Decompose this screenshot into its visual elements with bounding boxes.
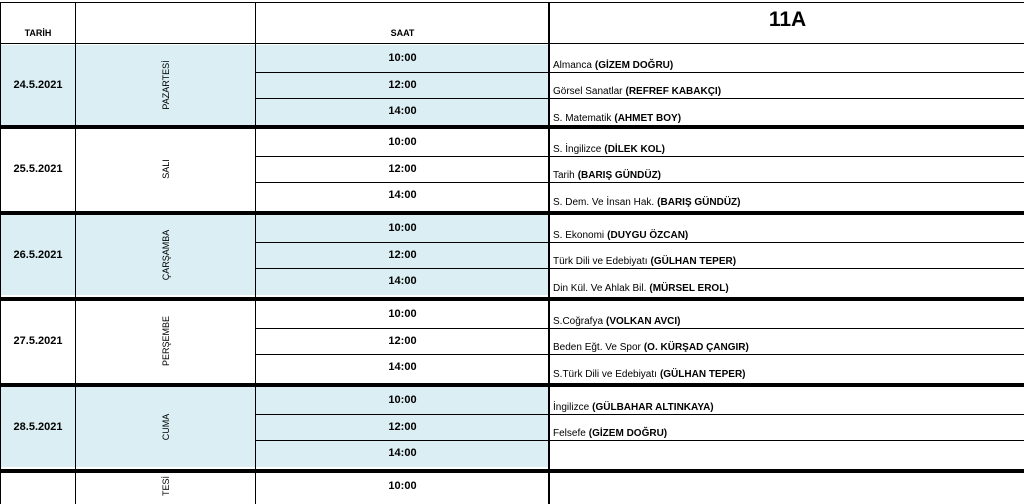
time-slot: 10:00: [388, 52, 417, 65]
slot-divider: [256, 440, 1024, 441]
course-cell: [551, 215, 1024, 242]
course-cell: [551, 45, 1024, 72]
course-name: İngilizce: [553, 401, 590, 413]
time-slot: 12:00: [388, 162, 417, 175]
course-cell: [551, 98, 1024, 125]
course-cell: [551, 473, 1024, 500]
day-name-cell: [76, 387, 256, 467]
slot-divider: [256, 268, 1024, 269]
column-divider: [0, 2, 1, 504]
day-block: [0, 473, 1024, 500]
time-slot: 14:00: [388, 275, 417, 288]
teacher-name: (O. KÜRŞAD ÇANGIR): [643, 342, 749, 353]
course-name: Beden Eğt. Ve Spor: [553, 342, 641, 353]
top-border: [0, 2, 1024, 3]
course-name: Almanca: [553, 59, 592, 71]
time-slot: 14:00: [388, 361, 417, 374]
time-column-header: SAAT: [390, 28, 415, 38]
course-cell: [551, 387, 1024, 414]
course-name: Tarih: [553, 170, 575, 181]
course-cell: [551, 129, 1024, 156]
slot-divider: [256, 242, 1024, 243]
day-block: [0, 129, 1024, 209]
time-slot: 10:00: [388, 308, 417, 321]
time-slot: 12:00: [388, 420, 417, 433]
time-slot: 14:00: [388, 105, 417, 118]
course-name: Türk Dili ve Edebiyatı: [553, 256, 648, 267]
teacher-name: (DİLEK KOL): [604, 143, 665, 155]
day-block: [0, 215, 1024, 295]
time-slot: 14:00: [388, 447, 417, 460]
date-cell: 24.5.2021: [13, 78, 63, 91]
day-block: [0, 387, 1024, 467]
teacher-name: (GÜLBAHAR ALTINKAYA): [592, 401, 714, 413]
teacher-name: (DUYGU ÖZCAN): [607, 229, 689, 241]
column-divider: [548, 2, 550, 504]
teacher-name: (GİZEM DOĞRU): [588, 428, 668, 439]
course-name: Din Kül. Ve Ahlak Bil.: [553, 282, 647, 294]
date-column-header: TARİH: [24, 28, 52, 38]
day-name: ÇARŞAMBA: [161, 229, 171, 281]
time-slot: 14:00: [388, 189, 417, 202]
course-name: Görsel Sanatlar: [553, 86, 623, 97]
slot-divider: [256, 72, 1024, 73]
day-name-cell: [76, 129, 256, 209]
class-title: 11A: [768, 8, 807, 31]
day-separator: [0, 125, 1024, 129]
teacher-name: (GÜLHAN TEPER): [659, 368, 746, 380]
time-slot: 10:00: [388, 480, 417, 493]
day-separator: [0, 297, 1024, 301]
course-name: S. İngilizce: [553, 143, 602, 155]
teacher-name: (REFREF KABAKÇI): [625, 86, 722, 97]
slot-divider: [256, 98, 1024, 99]
time-slot: 10:00: [388, 136, 417, 149]
course-cell: [551, 354, 1024, 381]
slot-divider: [256, 414, 1024, 415]
day-name-cell: [76, 473, 256, 500]
day-name-cell: [76, 301, 256, 381]
date-cell: 27.5.2021: [13, 334, 63, 347]
day-name: CUMA: [161, 413, 171, 440]
teacher-name: (BARIŞ GÜNDÜZ): [657, 196, 741, 208]
day-separator: [0, 469, 1024, 473]
date-cell: [0, 473, 76, 500]
course-cell: [551, 242, 1024, 269]
day-block: [0, 301, 1024, 381]
day-name: PAZARTESİ: [161, 60, 171, 110]
teacher-name: (GİZEM DOĞRU): [594, 59, 674, 71]
teacher-name: (BARIŞ GÜNDÜZ): [577, 170, 662, 181]
course-name: S. Dem. Ve İnsan Hak.: [553, 196, 655, 208]
time-slot: 12:00: [388, 78, 417, 91]
course-cell: [551, 328, 1024, 355]
header-divider: [0, 43, 1024, 44]
course-cell: [551, 72, 1024, 99]
column-divider: [255, 2, 256, 504]
date-cell: 26.5.2021: [13, 248, 63, 261]
teacher-name: (AHMET BOY): [614, 112, 682, 124]
day-name-cell: [76, 45, 256, 125]
course-name: Felsefe: [553, 428, 586, 439]
column-divider: [75, 2, 76, 504]
course-name: S. Ekonomi: [553, 229, 605, 241]
course-name: S.Türk Dili ve Edebiyatı: [553, 368, 657, 380]
day-name: SALI: [161, 158, 171, 179]
slot-divider: [256, 328, 1024, 329]
slot-divider: [256, 182, 1024, 183]
date-cell: 25.5.2021: [13, 162, 63, 175]
course-name: S.Coğrafya: [553, 315, 604, 327]
course-cell: [551, 414, 1024, 441]
date-cell: 28.5.2021: [13, 420, 63, 433]
course-cell: [551, 301, 1024, 328]
slot-divider: [256, 156, 1024, 157]
time-slot: 10:00: [388, 222, 417, 235]
course-cell: [551, 440, 1024, 467]
day-separator: [0, 211, 1024, 215]
day-name-cell: [76, 215, 256, 295]
teacher-name: (MÜRSEL EROL): [649, 282, 729, 294]
course-cell: [551, 156, 1024, 183]
teacher-name: (VOLKAN AVCI): [606, 315, 681, 327]
slot-divider: [256, 354, 1024, 355]
time-slot: 12:00: [388, 248, 417, 261]
time-slot: 10:00: [388, 394, 417, 407]
course-name: S. Matematik: [553, 112, 612, 124]
teacher-name: (GÜLHAN TEPER): [650, 256, 737, 267]
day-block: [0, 45, 1024, 125]
day-separator: [0, 383, 1024, 387]
course-cell: [551, 182, 1024, 209]
day-name: TESİ: [161, 476, 171, 497]
day-name: PERŞEMBE: [161, 315, 171, 366]
course-cell: [551, 268, 1024, 295]
time-slot: 12:00: [388, 334, 417, 347]
